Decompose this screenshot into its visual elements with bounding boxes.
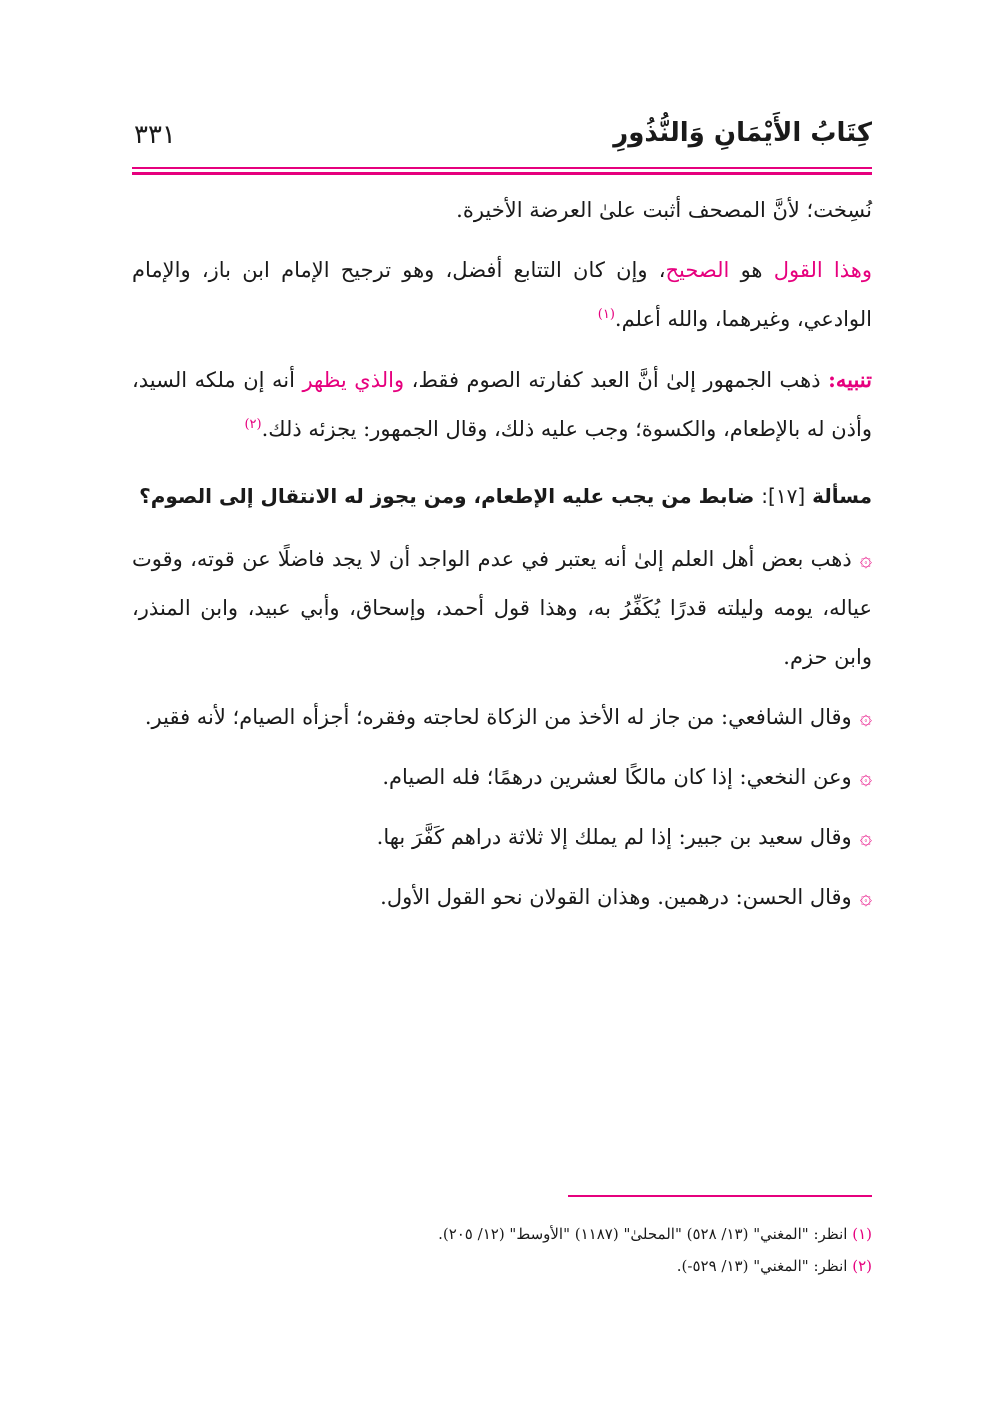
footnote-number: (٢) bbox=[852, 1257, 872, 1275]
footnote-number: (١) bbox=[852, 1225, 872, 1243]
list-item bbox=[132, 873, 872, 922]
list-item bbox=[132, 693, 872, 742]
body-text bbox=[132, 186, 872, 933]
issue-prefix: مسألة bbox=[805, 484, 872, 508]
footnotes bbox=[132, 1218, 872, 1282]
header-rule-thick bbox=[132, 172, 872, 175]
text-span: ، وإن كان التتابع أفضل، وهو ترجيح الإمام ابن باز، والإمام الوادعي، وغيرهما، والله أعلم. bbox=[132, 258, 872, 331]
page-number: ٣٣١ bbox=[134, 120, 176, 150]
list-item-text: وعن النخعي: إذا كان مالكًا لعشرين درهمًا؛ فله الصيام. bbox=[382, 765, 852, 789]
list-item-text: وقال الشافعي: من جاز له الأخذ من الزكاة لحاجته وفقره؛ أجزأه الصيام؛ لأنه فقير. bbox=[144, 705, 852, 729]
highlight-phrase: والذي يظهر bbox=[302, 368, 405, 392]
paragraph-1: نُسِخت؛ لأنَّ المصحف أثبت علىٰ العرضة الأخيرة. bbox=[456, 198, 872, 222]
text-span: ذهب الجمهور إلىٰ أنَّ العبد كفارته الصوم فقط، bbox=[404, 368, 829, 392]
list-item bbox=[132, 813, 872, 862]
list-item bbox=[132, 753, 872, 802]
list-item-text: وقال سعيد بن جبير: إذا لم يملك إلا ثلاثة دراهم كَفَّرَ بها. bbox=[376, 825, 852, 849]
flower-bullet-icon: ۞ bbox=[859, 765, 872, 789]
issue-number: [١٧]: bbox=[761, 484, 806, 508]
footnote-ref-1[interactable]: (١) bbox=[597, 307, 615, 322]
footnote-1 bbox=[132, 1218, 872, 1250]
issue-heading bbox=[132, 471, 872, 521]
issue-title: ضابط من يجب عليه الإطعام، ومن يجوز له الانتقال إلى الصوم؟ bbox=[139, 484, 762, 508]
list-item-text: وقال الحسن: درهمين. وهذان القولان نحو القول الأول. bbox=[380, 885, 852, 909]
text-span: أنه إن ملكه السيد، وأذن له بالإطعام، والكسوة؛ وجب عليه ذلك، وقال الجمهور: يجزئه ذلك. bbox=[132, 368, 872, 441]
text-span: هو bbox=[729, 258, 774, 282]
header-rule-thin bbox=[132, 167, 872, 169]
book-title: كِتَابُ الأَيْمَانِ وَالنُّذُورِ bbox=[613, 118, 872, 148]
flower-bullet-icon: ۞ bbox=[859, 825, 872, 849]
list-item bbox=[132, 535, 872, 682]
page-header bbox=[132, 118, 872, 170]
flower-bullet-icon: ۞ bbox=[859, 705, 872, 729]
footnote-2 bbox=[132, 1250, 872, 1282]
paragraph-3 bbox=[132, 355, 872, 454]
list-item-text: ذهب بعض أهل العلم إلىٰ أنه يعتبر في عدم الواجد أن لا يجد فاضلًا عن قوته، وقوت عياله، يومه وليلته قدرًا يُكَفِّرُ به، وهذا قول أحمد، وإسحاق، وأبي عبيد، وابن المنذر، وابن حزم. bbox=[132, 547, 872, 669]
footnote-text: انظر: "المغني" (١٣/ ٥٢٨) "المحلىٰ" (١١٨٧) "الأوسط" (١٢/ ٢٠٥). bbox=[438, 1225, 848, 1243]
flower-bullet-icon: ۞ bbox=[859, 885, 872, 909]
footnote-text: انظر: "المغني" (١٣/ ٥٢٩-). bbox=[676, 1257, 848, 1275]
flower-bullet-icon: ۞ bbox=[859, 547, 872, 571]
highlight-word: الصحيح bbox=[665, 258, 730, 282]
note-label: تنبيه: bbox=[828, 367, 872, 392]
paragraph-2 bbox=[132, 246, 872, 344]
footnote-divider bbox=[568, 1195, 872, 1197]
highlight-phrase: وهذا القول bbox=[773, 258, 872, 282]
footnote-ref-2[interactable]: (٢) bbox=[244, 417, 262, 432]
